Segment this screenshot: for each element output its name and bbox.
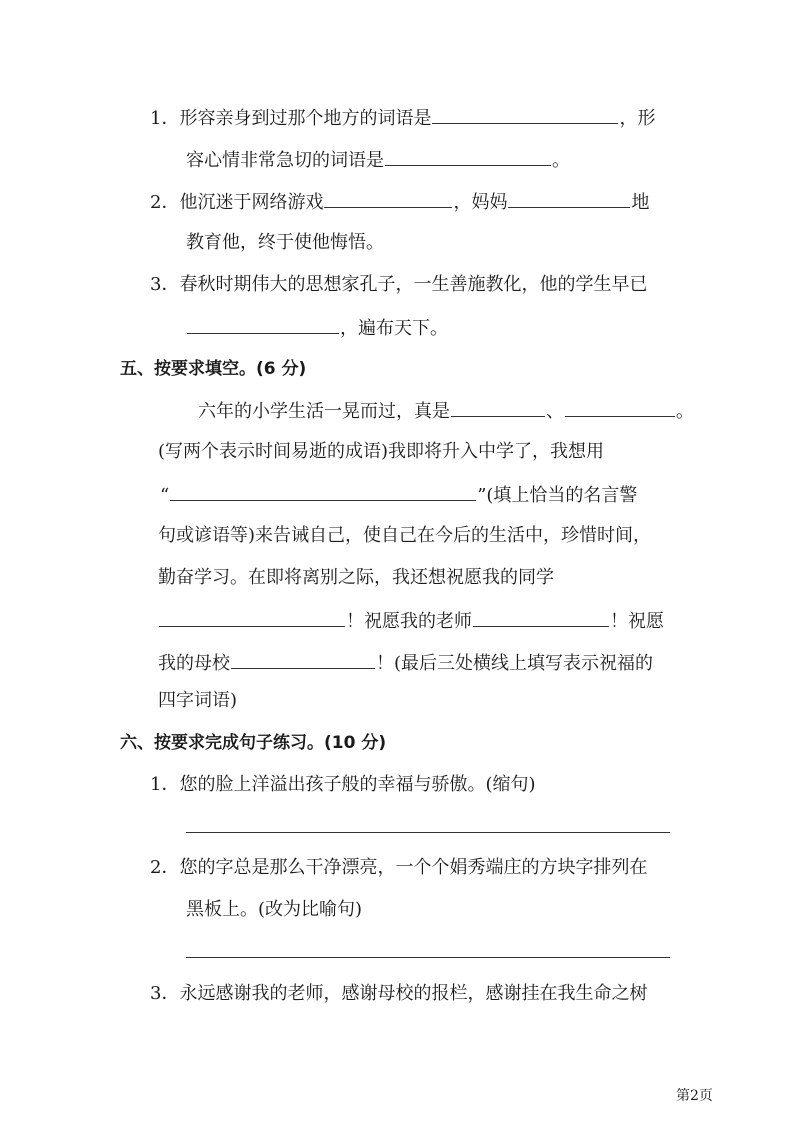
section5-l1-text: 六年的小学生活一晃而过，真是 [198,401,450,422]
section5-line4: 句或谚语等)来告诫自己，使自己在今后的生活中，珍惜时间， [158,525,652,546]
section5-l3-open-quote: “ [160,485,170,506]
section5-line8: 四字词语) [158,690,238,711]
q4-item3-line2 [186,315,448,341]
s6-item1-number: 1． [150,774,180,795]
section5-school-blank[interactable] [231,650,375,669]
section6-title: 六、按要求完成句子练习。(10 分) [120,733,387,753]
s6-item1-text: 您的脸上洋溢出孩子般的幸福与骄傲。(缩句) [179,774,536,795]
s6-item1-line [150,773,536,797]
section5-idiom-blank2[interactable] [565,398,675,417]
q4-item1-text: 形容亲身到过那个地方的词语是 [179,108,432,129]
section5-teacher-blank[interactable] [473,608,609,627]
section5-line1 [198,398,694,424]
section5-line6 [158,608,664,634]
q4-item1-number: 1． [150,108,180,129]
section5-idiom-blank1[interactable] [451,398,545,417]
s6-item1-answer-line[interactable] [186,832,670,833]
q4-item2-text-c: 地 [631,192,650,213]
page-number: 第2页 [676,1088,713,1104]
s6-item2-line1 [150,856,647,880]
q4-item2-line2 [186,231,384,255]
section5-line7 [158,650,653,676]
section5-l1-end: 。 [676,401,694,422]
q4-item1-blank2[interactable] [385,147,551,166]
q4-item1-blank1[interactable] [432,105,618,124]
s6-item3-text: 永远感谢我的老师，感谢母校的报栏，感谢挂在我生命之树 [179,983,648,1004]
q4-item2-blank1[interactable] [324,189,452,208]
section5-title: 五、按要求填空。(6 分) [120,359,307,379]
section5-motto-blank[interactable] [170,482,476,501]
q4-item3-text: 春秋时期伟大的思想家孔子，一生善施教化，他的学生早已 [179,274,648,295]
s6-item2-text: 您的字总是那么干净漂亮，一个个娟秀端庄的方块字排列在 [179,857,648,878]
q4-item1-text-d: 。 [552,150,570,171]
q4-item2-text-b: ，妈妈 [453,192,508,213]
q4-item1-line1 [150,105,655,131]
q4-item1-text-c: 容心情非常急切的词语是 [186,150,384,171]
q4-item3-blank[interactable] [187,315,339,334]
s6-item2-line2: 黑板上。(改为比喻句) [186,899,363,920]
section5-line2: (写两个表示时间易逝的成语)我即将升入中学了，我想用 [158,441,605,462]
q4-item2-text: 他沉迷于网络游戏 [179,192,324,213]
q4-item3-line1 [150,273,647,297]
q4-item3-number: 3． [150,274,180,295]
s6-item2-number: 2． [150,857,180,878]
section5-l7-end: ！(最后三处横线上填写表示祝福的 [376,653,654,674]
s6-item3-line1 [150,982,647,1006]
section5-l1-sep: 、 [546,401,564,422]
q4-item2-line1 [150,189,649,215]
q4-item2-blank2[interactable] [508,189,630,208]
section5-line3 [160,482,637,508]
q4-item2-number: 2． [150,192,180,213]
section5-l6-end: ！祝愿 [610,611,664,632]
q4-item1-line2 [186,147,570,173]
q4-item2-text-d: 教育他，终于使他悔悟。 [186,232,384,253]
q4-item3-text-b: ，遍布天下。 [340,318,448,339]
s6-item2-answer-line[interactable] [186,957,670,958]
s6-item3-number: 3． [150,983,180,1004]
section5-classmate-blank[interactable] [159,608,345,627]
section5-l3-text: ”(填上恰当的名言警 [477,485,638,506]
section5-l7-text: 我的母校 [158,653,230,674]
section5-l6-text: ！祝愿我的老师 [346,611,472,632]
section5-line5: 勤奋学习。在即将离别之际，我还想祝愿我的同学 [158,567,554,588]
q4-item1-text-b: ，形 [619,108,656,129]
